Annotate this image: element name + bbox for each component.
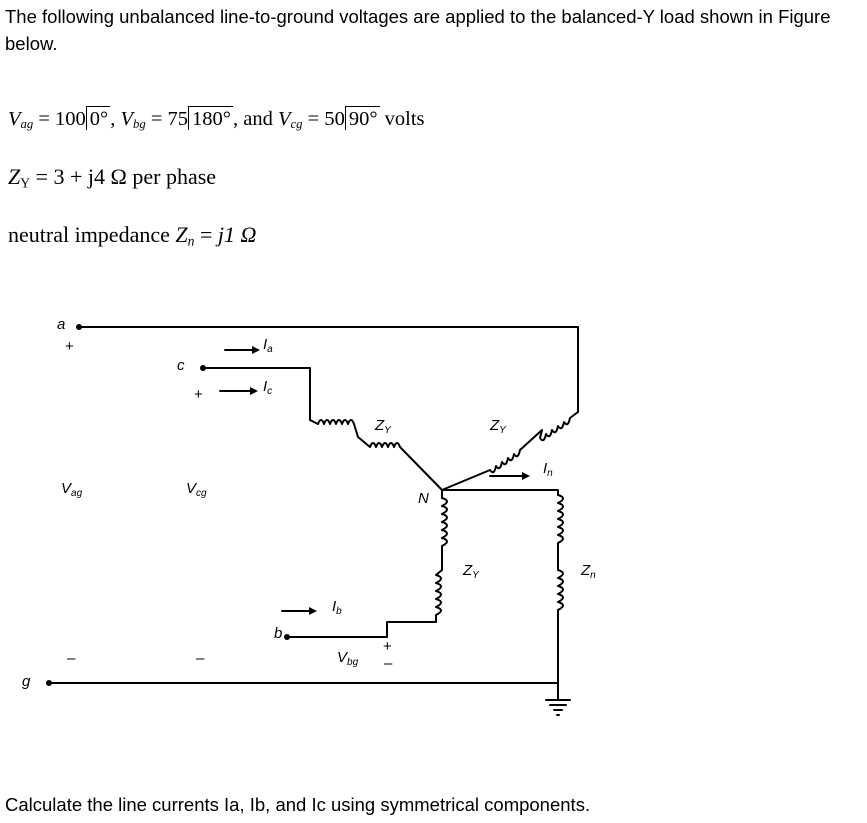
- vcg-symbol: V: [277, 108, 291, 130]
- voltage-vag-label: [61, 480, 82, 499]
- zn-subscript: n: [187, 233, 195, 249]
- zn-label-subscript: n: [590, 570, 596, 581]
- voltage-unit: volts: [384, 108, 425, 130]
- zy-c-symbol: Z: [375, 417, 385, 434]
- separator-and: , and: [233, 108, 273, 130]
- arrow-ia-head: [252, 346, 260, 354]
- zn-symbol: Z: [175, 222, 188, 247]
- vag-label-subscript: ag: [71, 488, 83, 499]
- vbg-magnitude: 75: [167, 108, 189, 130]
- ic-symbol: I: [263, 378, 268, 395]
- neutral-impedance-equation: neutral impedance $Z_n = j1$ Ω: [8, 222, 257, 249]
- wire-neutral: [442, 490, 558, 495]
- vag-magnitude: 100: [55, 108, 86, 130]
- vcg-label-subscript: cg: [196, 488, 207, 499]
- wire-c: [203, 368, 310, 420]
- zn-label: [581, 562, 596, 581]
- node-a-label: a: [57, 316, 66, 333]
- node-c-label: c: [177, 357, 185, 374]
- arrow-in-head: [522, 472, 530, 480]
- ia-symbol: I: [263, 336, 268, 353]
- ib-subscript: b: [336, 606, 342, 617]
- vcg-angle: 90°: [345, 106, 380, 130]
- zy-value: 3 + j4 Ω per phase: [53, 164, 217, 189]
- zy-c-subscript: Y: [384, 425, 391, 436]
- vbg-minus: –: [384, 655, 393, 672]
- in-subscript: n: [547, 468, 553, 479]
- separator: ,: [110, 108, 116, 130]
- zy-label-a: [490, 417, 506, 436]
- question-text: Calculate the line currents Ia, Ib, and Ic using symmetrical components.: [5, 794, 591, 815]
- vbg-label-subscript: bg: [347, 657, 359, 668]
- terminal-g: [46, 680, 52, 686]
- voltage-equations: $V_{ag} = 100$ 0°, $V_{bg} = 75$ 180°, and $V_{cg} = 50$ 90° volts: [8, 108, 425, 132]
- vcg-minus: –: [196, 650, 205, 667]
- wire-a: [80, 327, 578, 412]
- zy-b-symbol: Z: [463, 562, 473, 579]
- neutral-prefix: neutral impedance: [8, 222, 170, 247]
- zy-b-subscript: Y: [472, 570, 479, 581]
- vcg-subscript: cg: [290, 117, 303, 132]
- node-n-label: N: [418, 490, 429, 507]
- vbg-subscript: bg: [133, 117, 146, 132]
- vbg-plus: +: [383, 638, 392, 655]
- zy-a-symbol: Z: [490, 417, 500, 434]
- vag-plus: +: [65, 338, 74, 355]
- problem-statement: The following unbalanced line-to-ground voltages are applied to the balanced-Y load shown in Figure below.: [5, 6, 831, 54]
- ic-subscript: c: [267, 386, 273, 397]
- zn-label-symbol: Z: [581, 562, 591, 579]
- phase-impedance-equation: $Z_Y = 3 + j4$ Ω per phase: [8, 164, 217, 191]
- arrow-ib-head: [309, 607, 317, 615]
- vbg-label-symbol: V: [337, 649, 348, 666]
- zn-value: j1 Ω: [217, 222, 257, 247]
- zy-label-c: [375, 417, 391, 436]
- zy-coil-b: [436, 498, 447, 622]
- vbg-angle: 180°: [188, 106, 233, 130]
- vag-symbol: V: [8, 108, 21, 130]
- vbg-symbol: V: [120, 108, 134, 130]
- current-ib-label: [332, 598, 342, 617]
- ia-subscript: a: [267, 344, 273, 355]
- node-b-label: b: [274, 625, 283, 642]
- terminal-b: [284, 634, 290, 640]
- arrow-ic-head: [250, 387, 258, 395]
- ib-symbol: I: [332, 598, 337, 615]
- wire-b: [287, 622, 436, 637]
- vag-label-symbol: V: [61, 480, 72, 497]
- zy-symbol: Z: [8, 164, 21, 189]
- zy-coil-a: [442, 412, 578, 490]
- vag-minus: –: [67, 650, 76, 667]
- current-in-label: [543, 460, 553, 479]
- vag-subscript: ag: [20, 117, 34, 132]
- vcg-magnitude: 50: [324, 108, 345, 130]
- vcg-plus: +: [194, 386, 203, 403]
- vcg-label-symbol: V: [186, 480, 197, 497]
- current-ia-label: [263, 336, 273, 355]
- node-g-label: g: [22, 673, 31, 690]
- zy-a-subscript: Y: [499, 425, 506, 436]
- zy-label-b: [463, 562, 479, 581]
- in-symbol: I: [543, 460, 548, 477]
- terminal-a: [76, 324, 82, 330]
- current-ic-label: [263, 378, 272, 397]
- zy-subscript: Y: [20, 175, 31, 191]
- voltage-vcg-label: [186, 480, 207, 499]
- terminal-c: [200, 365, 206, 371]
- vag-angle: 0°: [86, 106, 110, 130]
- voltage-vbg-label: [337, 649, 358, 668]
- zn-coil: [558, 495, 563, 620]
